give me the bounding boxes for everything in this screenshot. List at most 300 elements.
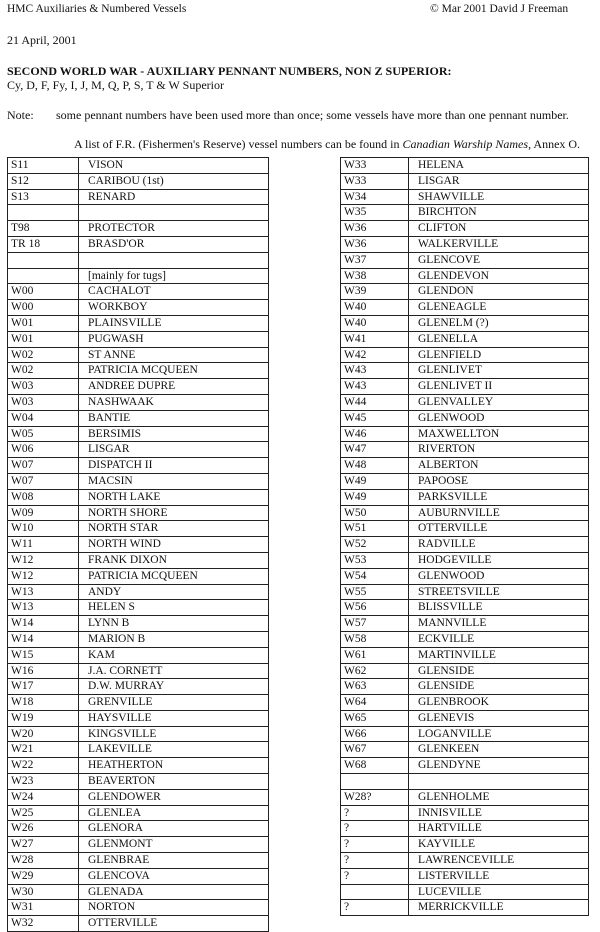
table-row xyxy=(341,647,589,663)
pennant-number: W50 xyxy=(341,505,409,521)
table-row xyxy=(341,300,589,316)
vessel-name: PUGWASH xyxy=(88,332,144,345)
table-row xyxy=(8,679,269,695)
table-row xyxy=(341,695,589,711)
pennant-number: W43 xyxy=(341,363,409,379)
vessel-name-cell xyxy=(79,568,269,584)
pennant-number: W13 xyxy=(8,584,79,600)
vessel-name: GLENHOLME xyxy=(418,790,490,803)
pennant-number: W23 xyxy=(8,774,79,790)
table-row xyxy=(8,568,269,584)
pennant-number: W03 xyxy=(8,379,79,395)
table-row xyxy=(341,568,589,584)
pennant-number: W15 xyxy=(8,647,79,663)
pennant-number: W32 xyxy=(8,916,79,932)
vessel-name: AUBURNVILLE xyxy=(418,506,500,519)
vessel-name-cell xyxy=(409,821,589,837)
vessel-name-cell xyxy=(79,489,269,505)
vessel-name: GLENCOVE xyxy=(418,253,480,266)
vessel-name: GLENKEEN xyxy=(418,743,480,756)
vessel-name: LOGANVILLE xyxy=(418,727,492,740)
vessel-name-cell xyxy=(409,837,589,853)
vessel-name-cell xyxy=(79,726,269,742)
table-row xyxy=(8,710,269,726)
vessel-name-cell xyxy=(409,268,589,284)
vessel-name: HARTVILLE xyxy=(418,822,482,835)
vessel-name: DISPATCH II xyxy=(88,459,153,472)
vessel-name: LISGAR xyxy=(418,174,460,187)
vessel-name: GLENBRAE xyxy=(88,854,150,867)
table-row xyxy=(341,631,589,647)
pennant-number: W12 xyxy=(8,568,79,584)
vessel-name: BERSIMIS xyxy=(88,427,142,440)
pennant-number: W00 xyxy=(8,300,79,316)
pennant-number: W41 xyxy=(341,331,409,347)
pennant-number: W38 xyxy=(341,268,409,284)
vessel-name-cell xyxy=(79,647,269,663)
vessel-name: BIRCHTON xyxy=(418,206,477,219)
vessel-name-cell xyxy=(79,789,269,805)
table-row xyxy=(341,442,589,458)
vessel-name: OTTERVILLE xyxy=(88,917,158,930)
vessel-name xyxy=(82,206,88,218)
pennant-number: W16 xyxy=(8,663,79,679)
pennant-number: W10 xyxy=(8,521,79,537)
pennant-number: W35 xyxy=(341,205,409,221)
vessel-name: NORTH STAR xyxy=(88,522,159,535)
pennant-number: W04 xyxy=(8,410,79,426)
vessel-name-cell xyxy=(409,379,589,395)
vessel-name-cell xyxy=(409,584,589,600)
vessel-name-cell xyxy=(79,663,269,679)
table-row xyxy=(8,347,269,363)
table-row xyxy=(8,742,269,758)
table-row xyxy=(341,600,589,616)
pennant-number: W36 xyxy=(341,221,409,237)
vessel-name: CLIFTON xyxy=(418,222,467,235)
vessel-name-cell xyxy=(409,663,589,679)
vessel-name-cell xyxy=(79,853,269,869)
vessel-name: BLISSVILLE xyxy=(418,601,483,614)
vessel-name: HEATHERTON xyxy=(88,759,164,772)
vessel-name: STREETSVILLE xyxy=(418,585,500,598)
pennant-number: ? xyxy=(341,853,409,869)
vessel-name: BEAVERTON xyxy=(88,775,156,788)
vessel-name: HELEN S xyxy=(88,601,135,614)
vessel-name-cell xyxy=(79,868,269,884)
pennant-number: W44 xyxy=(341,394,409,410)
vessel-name-cell xyxy=(79,426,269,442)
table-row xyxy=(341,268,589,284)
vessel-name-cell xyxy=(79,679,269,695)
table-row xyxy=(8,205,269,221)
table-row xyxy=(8,189,269,205)
vessel-name-cell xyxy=(409,458,589,474)
vessel-name-cell xyxy=(409,505,589,521)
vessel-name: HELENA xyxy=(418,159,464,171)
pennant-number: W18 xyxy=(8,695,79,711)
pennant-number: W58 xyxy=(341,631,409,647)
pennant-number: ? xyxy=(341,837,409,853)
table-row xyxy=(8,805,269,821)
vessel-name: LYNN B xyxy=(88,617,130,630)
table-row xyxy=(8,236,269,252)
left-pennant-table xyxy=(7,157,269,932)
pennant-number: W22 xyxy=(8,758,79,774)
pennant-number: W49 xyxy=(341,473,409,489)
table-row xyxy=(341,521,589,537)
vessel-name: GLENEAGLE xyxy=(418,301,487,314)
vessel-name: GLENEVIS xyxy=(418,711,475,724)
pennant-number: W24 xyxy=(8,789,79,805)
pennant-number: W55 xyxy=(341,584,409,600)
document-title: SECOND WORLD WAR - AUXILIARY PENNANT NUMBERS, NON Z SUPERIOR: xyxy=(7,64,452,78)
pennant-number: W33 xyxy=(341,158,409,174)
pennant-number: W14 xyxy=(8,631,79,647)
vessel-name: GLENLIVET II xyxy=(418,380,493,393)
pennant-number: W39 xyxy=(341,284,409,300)
vessel-name-cell xyxy=(79,537,269,553)
table-row xyxy=(8,284,269,300)
table-row xyxy=(8,473,269,489)
table-row xyxy=(341,236,589,252)
vessel-name-cell xyxy=(409,205,589,221)
vessel-name-cell xyxy=(409,236,589,252)
table-row xyxy=(341,394,589,410)
pennant-number: W21 xyxy=(8,742,79,758)
vessel-name-cell xyxy=(409,284,589,300)
vessel-name-cell xyxy=(409,426,589,442)
vessel-name: RENARD xyxy=(88,190,136,203)
fr-note-book: Canadian Warship Names xyxy=(402,137,529,151)
note-text: some pennant numbers have been used more than once; some vessels have more than one pennant number. xyxy=(56,108,569,122)
vessel-name: ALBERTON xyxy=(418,459,479,472)
vessel-name-cell xyxy=(409,489,589,505)
vessel-name: GLENBROOK xyxy=(418,696,489,709)
table-row xyxy=(341,173,589,189)
table-row xyxy=(341,410,589,426)
pennant-number xyxy=(8,268,79,284)
table-row xyxy=(8,853,269,869)
table-row xyxy=(341,189,589,205)
pennant-number: W67 xyxy=(341,742,409,758)
table-row xyxy=(8,600,269,616)
vessel-name-cell xyxy=(409,221,589,237)
table-row xyxy=(341,537,589,553)
vessel-name: GLENCOVA xyxy=(88,869,150,882)
table-row xyxy=(341,616,589,632)
pennant-number: ? xyxy=(341,821,409,837)
table-row xyxy=(8,884,269,900)
table-row xyxy=(8,616,269,632)
vessel-name: GLENORA xyxy=(88,822,143,835)
table-row xyxy=(341,221,589,237)
pennant-number: W17 xyxy=(8,679,79,695)
vessel-name: ANDY xyxy=(88,585,122,598)
table-row xyxy=(341,679,589,695)
vessel-name-cell xyxy=(79,205,269,221)
vessel-name: LAKEVILLE xyxy=(88,743,152,756)
pennant-number: W06 xyxy=(8,442,79,458)
vessel-name: BANTIE xyxy=(88,411,131,424)
table-row xyxy=(8,331,269,347)
vessel-name-cell xyxy=(409,631,589,647)
vessel-name-cell xyxy=(79,695,269,711)
pennant-number: ? xyxy=(341,868,409,884)
vessel-name-cell xyxy=(79,410,269,426)
vessel-name-cell xyxy=(79,331,269,347)
vessel-name-cell xyxy=(79,300,269,316)
vessel-name-cell xyxy=(409,442,589,458)
vessel-name-cell xyxy=(79,837,269,853)
table-row xyxy=(341,458,589,474)
vessel-name-cell xyxy=(79,221,269,237)
table-row xyxy=(8,695,269,711)
vessel-name-cell xyxy=(79,616,269,632)
pennant-number: ? xyxy=(341,805,409,821)
table-row xyxy=(341,789,589,805)
vessel-name-cell xyxy=(409,189,589,205)
table-row xyxy=(341,363,589,379)
vessel-name-cell xyxy=(79,821,269,837)
vessel-name: GLENSIDE xyxy=(418,664,475,677)
vessel-name: NASHWAAK xyxy=(88,395,154,408)
vessel-name-cell xyxy=(409,173,589,189)
table-row xyxy=(341,331,589,347)
vessel-name-cell xyxy=(409,537,589,553)
note-label: Note: xyxy=(7,108,34,122)
vessel-name-cell xyxy=(79,173,269,189)
vessel-name-cell xyxy=(409,679,589,695)
table-row xyxy=(8,837,269,853)
vessel-name: HODGEVILLE xyxy=(418,553,492,566)
vessel-name-cell xyxy=(79,394,269,410)
pennant-number: TR 18 xyxy=(8,236,79,252)
vessel-name-cell xyxy=(79,916,269,932)
pennant-number: W12 xyxy=(8,552,79,568)
vessel-name: GLENWOOD xyxy=(418,569,485,582)
pennant-number: W57 xyxy=(341,616,409,632)
vessel-name: VISON xyxy=(88,159,124,171)
pennant-number: W03 xyxy=(8,394,79,410)
vessel-name-cell xyxy=(409,884,589,900)
vessel-name: RADVILLE xyxy=(418,538,476,551)
vessel-name-cell xyxy=(79,505,269,521)
vessel-name: NORTH LAKE xyxy=(88,490,161,503)
table-row xyxy=(341,205,589,221)
vessel-name-cell xyxy=(409,568,589,584)
pennant-number: W37 xyxy=(341,252,409,268)
vessel-name-cell xyxy=(409,552,589,568)
pennant-number: W62 xyxy=(341,663,409,679)
vessel-name: GLENDON xyxy=(418,285,474,298)
pennant-number: W66 xyxy=(341,726,409,742)
table-row xyxy=(341,315,589,331)
vessel-name: PROTECTOR xyxy=(88,222,155,235)
table-row xyxy=(341,473,589,489)
vessel-name: GLENDYNE xyxy=(418,759,481,772)
vessel-name xyxy=(412,775,418,787)
vessel-name: ANDREE DUPRE xyxy=(88,380,176,393)
vessel-name-cell xyxy=(79,347,269,363)
vessel-name: GLENADA xyxy=(88,885,144,898)
vessel-name-cell xyxy=(79,521,269,537)
pennant-number: W40 xyxy=(341,315,409,331)
pennant-number: W28? xyxy=(341,789,409,805)
vessel-name: KAYVILLE xyxy=(418,838,476,851)
vessel-name: MAXWELLTON xyxy=(418,427,500,440)
vessel-name-cell xyxy=(79,900,269,916)
vessel-name-cell xyxy=(79,284,269,300)
table-row xyxy=(341,837,589,853)
vessel-name-cell xyxy=(79,268,269,284)
pennant-number: S12 xyxy=(8,173,79,189)
vessel-name: HAYSVILLE xyxy=(88,711,152,724)
table-row xyxy=(8,442,269,458)
vessel-name-cell xyxy=(409,616,589,632)
pennant-number xyxy=(341,884,409,900)
pennant-number: W27 xyxy=(8,837,79,853)
pennant-number: T98 xyxy=(8,221,79,237)
vessel-name: GLENLEA xyxy=(88,806,142,819)
vessel-name-cell xyxy=(409,900,589,916)
vessel-name-cell xyxy=(409,774,589,790)
vessel-name-cell xyxy=(409,647,589,663)
pennant-number: W14 xyxy=(8,616,79,632)
vessel-name: GLENMONT xyxy=(88,838,153,851)
pennant-number: W36 xyxy=(341,236,409,252)
pennant-number: W65 xyxy=(341,710,409,726)
table-row xyxy=(341,284,589,300)
table-row xyxy=(8,505,269,521)
table-row xyxy=(8,647,269,663)
table-row xyxy=(8,158,269,174)
vessel-name: GLENVALLEY xyxy=(418,395,494,408)
table-row xyxy=(341,868,589,884)
pennant-number: W33 xyxy=(341,173,409,189)
pennant-number: W00 xyxy=(8,284,79,300)
vessel-name-cell xyxy=(79,252,269,268)
vessel-name: GLENSIDE xyxy=(418,680,475,693)
table-row xyxy=(8,268,269,284)
vessel-name-cell xyxy=(409,410,589,426)
pennant-number: W40 xyxy=(341,300,409,316)
table-row xyxy=(8,521,269,537)
table-row xyxy=(8,300,269,316)
table-row xyxy=(8,758,269,774)
vessel-name-cell xyxy=(79,774,269,790)
vessel-name: PARKSVILLE xyxy=(418,490,488,503)
vessel-name: GLENDEVON xyxy=(418,269,489,282)
table-row xyxy=(8,821,269,837)
vessel-name: RIVERTON xyxy=(418,443,476,456)
vessel-name: GLENELLA xyxy=(418,332,479,345)
vessel-name-cell xyxy=(409,726,589,742)
table-row xyxy=(8,379,269,395)
table-row xyxy=(8,394,269,410)
pennant-number: W25 xyxy=(8,805,79,821)
vessel-name: CACHALOT xyxy=(88,285,151,298)
table-row xyxy=(341,584,589,600)
table-row xyxy=(8,489,269,505)
vessel-name: WORKBOY xyxy=(88,301,148,314)
vessel-name-cell xyxy=(409,868,589,884)
pennant-number: W19 xyxy=(8,710,79,726)
vessel-name: OTTERVILLE xyxy=(418,522,488,535)
vessel-name: ECKVILLE xyxy=(418,632,475,645)
vessel-name-cell xyxy=(79,600,269,616)
vessel-name: MANNVILLE xyxy=(418,617,487,630)
pennant-number: W46 xyxy=(341,426,409,442)
vessel-name-cell xyxy=(79,379,269,395)
table-row xyxy=(8,173,269,189)
table-row xyxy=(341,158,589,174)
vessel-name: J.A. CORNETT xyxy=(88,664,163,677)
document-date: 21 April, 2001 xyxy=(7,33,77,47)
vessel-name: GLENDOWER xyxy=(88,790,161,803)
vessel-name: GLENLIVET xyxy=(418,364,482,377)
pennant-number: W20 xyxy=(8,726,79,742)
vessel-name-cell xyxy=(79,631,269,647)
vessel-name-cell xyxy=(409,331,589,347)
table-row xyxy=(341,710,589,726)
vessel-name-cell xyxy=(409,347,589,363)
vessel-name-cell xyxy=(409,710,589,726)
pennant-number xyxy=(341,774,409,790)
vessel-name-cell xyxy=(79,315,269,331)
table-row xyxy=(8,363,269,379)
table-row xyxy=(341,758,589,774)
table-row xyxy=(8,916,269,932)
vessel-name: LISTERVILLE xyxy=(418,869,490,882)
header-title: HMC Auxiliaries & Numbered Vessels xyxy=(7,3,187,15)
table-row xyxy=(341,742,589,758)
table-row xyxy=(341,663,589,679)
header-copyright: © Mar 2001 David J Freeman xyxy=(430,3,569,15)
vessel-name-cell xyxy=(79,584,269,600)
pennant-number: W52 xyxy=(341,537,409,553)
fr-note-before: A list of F.R. (Fishermen's Reserve) vessel numbers can be found in xyxy=(74,137,403,151)
pennant-number: W53 xyxy=(341,552,409,568)
table-row xyxy=(341,505,589,521)
pennant-number: W42 xyxy=(341,347,409,363)
vessel-name-cell xyxy=(409,742,589,758)
vessel-name: GLENELM (?) xyxy=(418,316,489,329)
pennant-number xyxy=(8,205,79,221)
table-row xyxy=(8,900,269,916)
table-row xyxy=(8,789,269,805)
pennant-number: W48 xyxy=(341,458,409,474)
vessel-name-cell xyxy=(79,884,269,900)
vessel-name: BRASD'OR xyxy=(88,237,145,250)
vessel-name: GRENVILLE xyxy=(88,696,153,709)
pennant-number: W11 xyxy=(8,537,79,553)
table-row xyxy=(8,537,269,553)
vessel-name: MACSIN xyxy=(88,474,133,487)
vessel-name: WALKERVILLE xyxy=(418,237,499,250)
vessel-name: ST ANNE xyxy=(88,348,136,361)
vessel-name-cell xyxy=(409,600,589,616)
vessel-name-cell xyxy=(79,710,269,726)
pennant-number: W07 xyxy=(8,473,79,489)
vessel-name: MARTINVILLE xyxy=(418,648,496,661)
table-row xyxy=(8,221,269,237)
vessel-name: NORTH SHORE xyxy=(88,506,168,519)
pennant-number: W63 xyxy=(341,679,409,695)
table-row xyxy=(8,663,269,679)
vessel-name-cell xyxy=(409,158,589,174)
vessel-name: LAWRENCEVILLE xyxy=(418,854,515,867)
